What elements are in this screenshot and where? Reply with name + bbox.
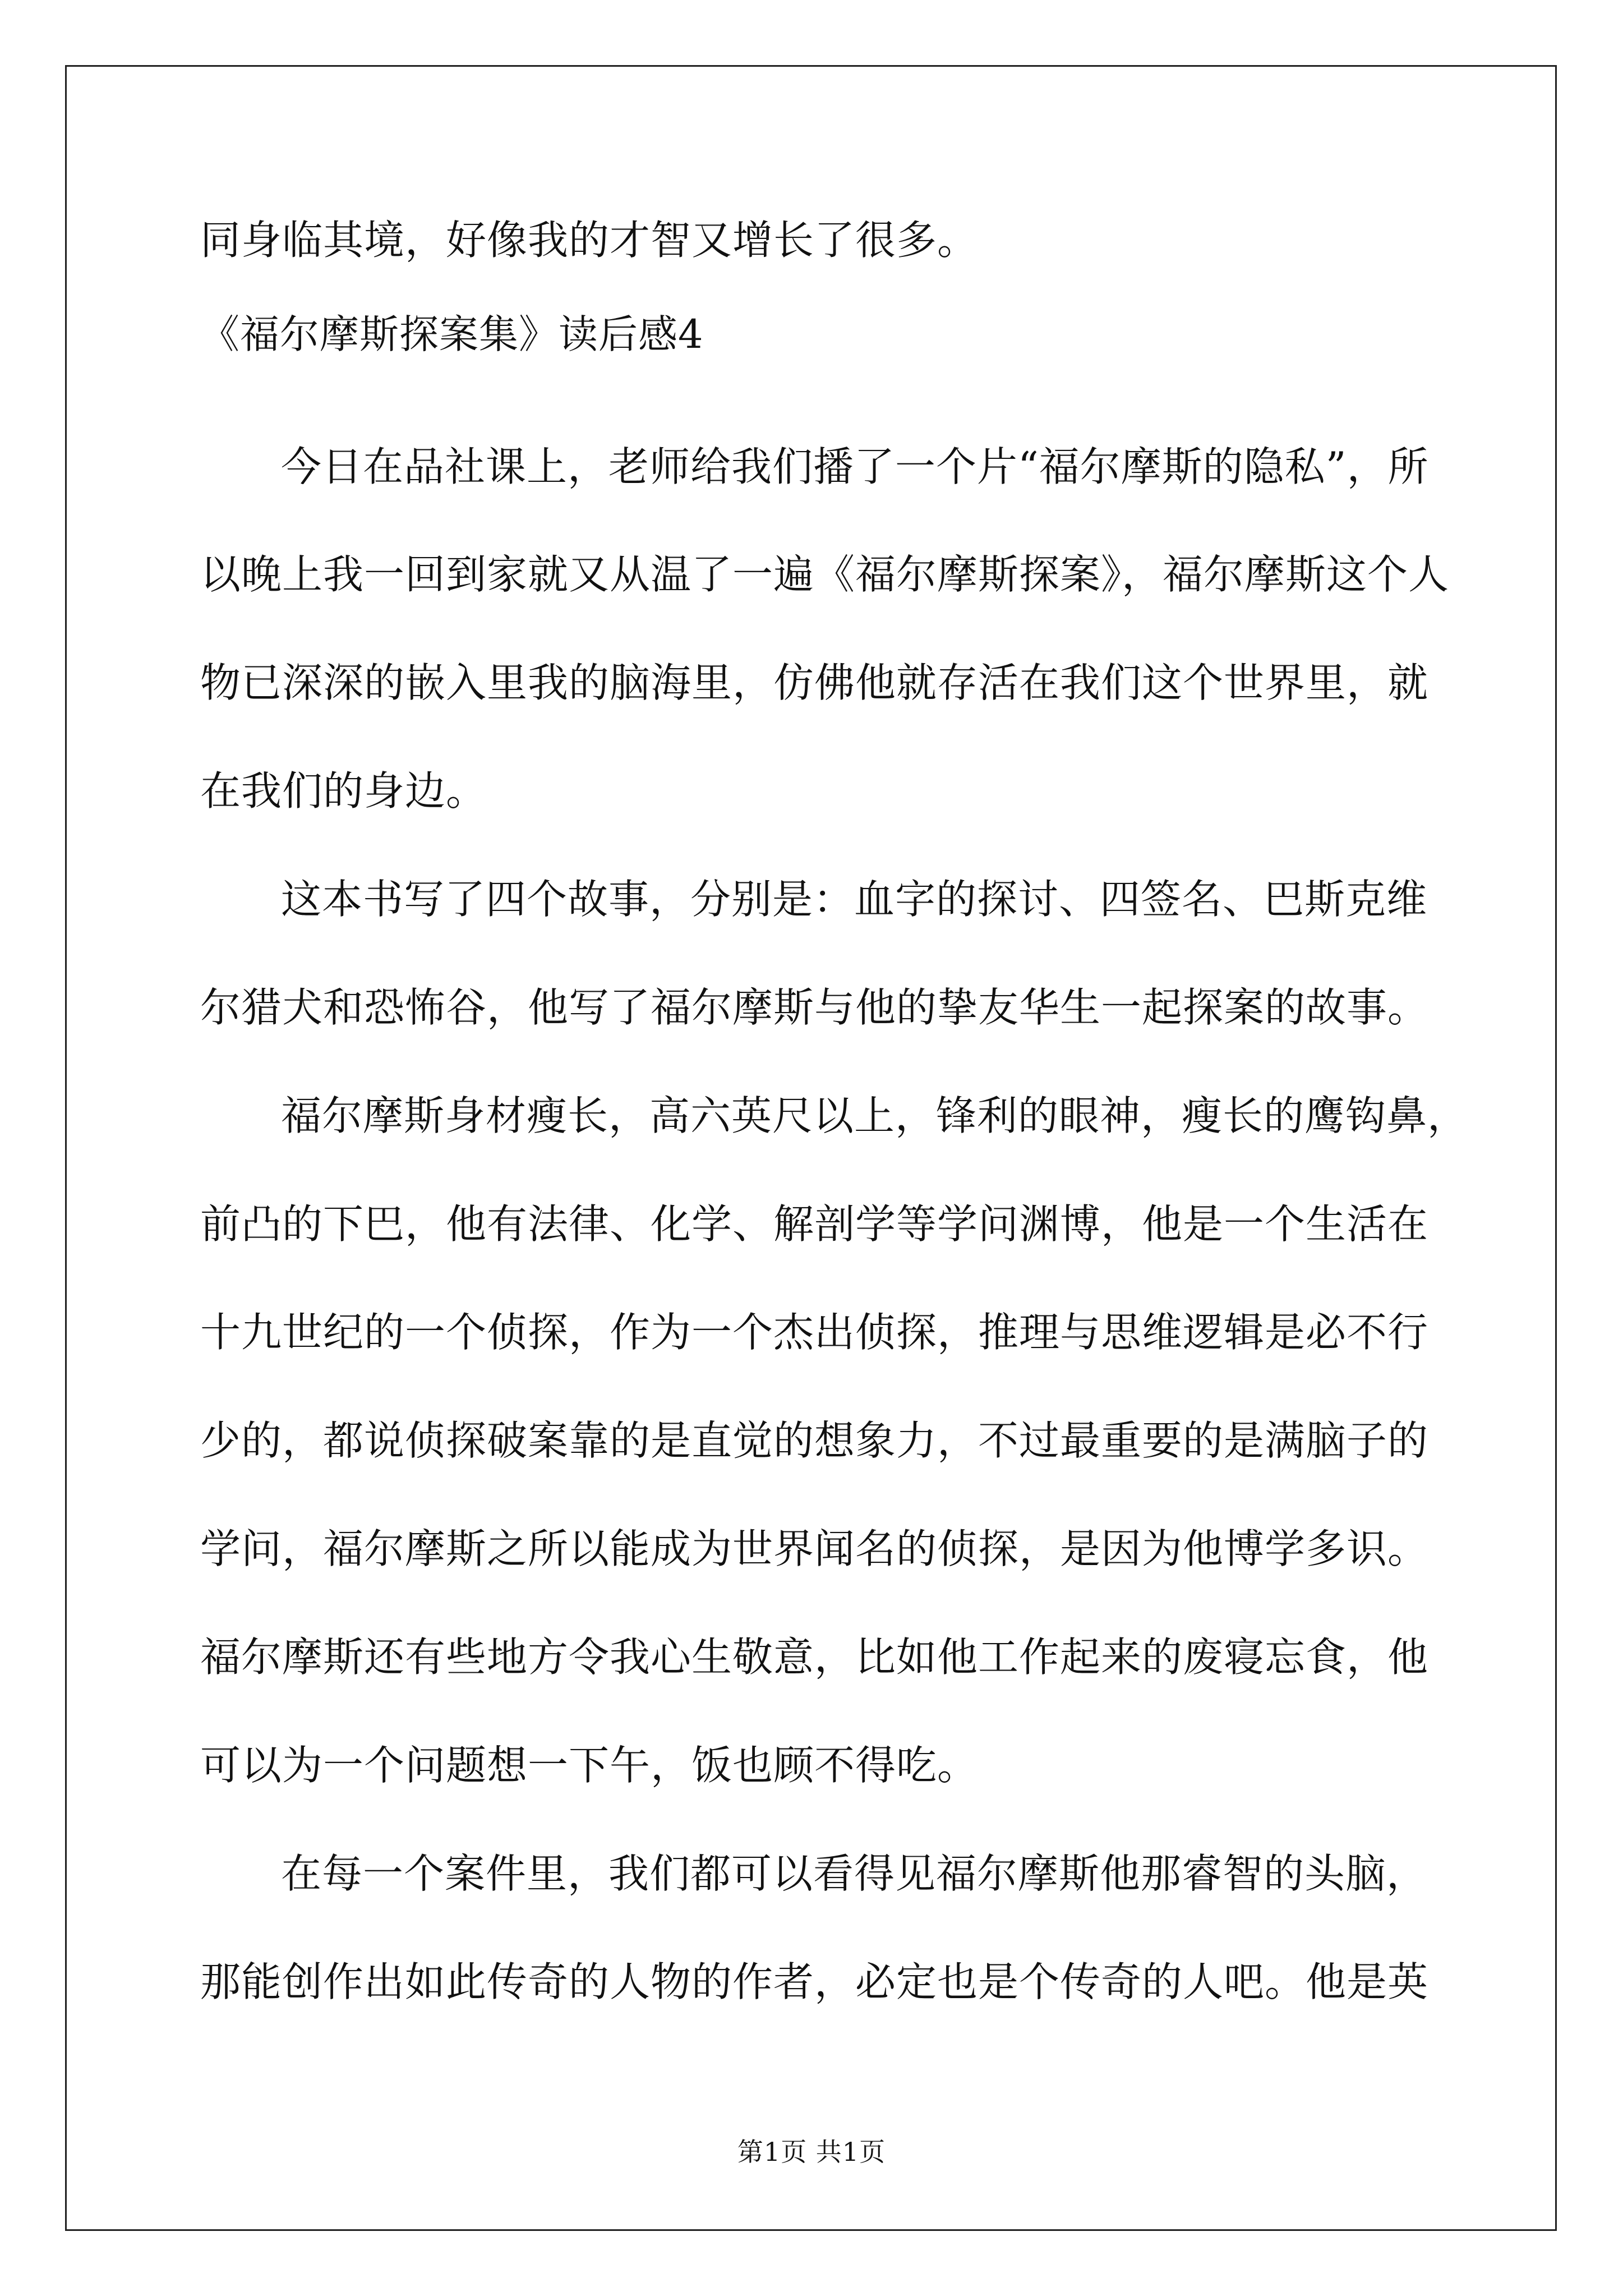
body-line: 学问，福尔摩斯之所以能成为世界闻名的侦探，是因为他博学多识。 (200, 1525, 1429, 1572)
body-line: 福尔摩斯身材瘦长，高六英尺以上，锋利的眼神，瘦长的鹰钩鼻， (281, 1092, 1469, 1139)
body-line: 物已深深的嵌入里我的脑海里，仿佛他就存活在我们这个世界里，就 (200, 659, 1429, 706)
page-number-footer: 第1页 共1页 (737, 2137, 886, 2167)
body-line: 少的，都说侦探破案靠的是直觉的想象力，不过最重要的是满脑子的 (200, 1417, 1429, 1464)
body-line: 在每一个案件里，我们都可以看得见福尔摩斯他那睿智的头脑， (281, 1850, 1428, 1897)
page-border (65, 65, 1557, 2231)
body-line: 在我们的身边。 (200, 767, 487, 815)
body-line: 福尔摩斯还有些地方令我心生敬意，比如他工作起来的废寝忘食，他 (200, 1634, 1429, 1681)
body-line: 可以为一个问题想一下午，饭也顾不得吃。 (200, 1742, 979, 1789)
body-line: 十九世纪的一个侦探，作为一个杰出侦探，推理与思维逻辑是必不行 (200, 1309, 1429, 1356)
body-line: 今日在品社课上，老师给我们播了一个片“福尔摩斯的隐私”，所 (281, 443, 1429, 490)
body-line: 尔猎犬和恐怖谷，他写了福尔摩斯与他的挚友华生一起探案的故事。 (200, 984, 1429, 1031)
section-heading: 《福尔摩斯探案集》读后感4 (200, 311, 704, 357)
body-line: 前凸的下巴，他有法律、化学、解剖学等学问渊博，他是一个生活在 (200, 1200, 1429, 1248)
body-line: 以晚上我一回到家就又从温了一遍《福尔摩斯探案》，福尔摩斯这个人 (200, 551, 1450, 598)
body-line: 同身临其境，好像我的才智又增长了很多。 (200, 217, 979, 264)
body-line: 这本书写了四个故事，分别是：血字的探讨、四签名、巴斯克维 (281, 876, 1428, 923)
body-line: 那能创作出如此传奇的人物的作者，必定也是个传奇的人吧。他是英 (200, 1958, 1429, 2005)
